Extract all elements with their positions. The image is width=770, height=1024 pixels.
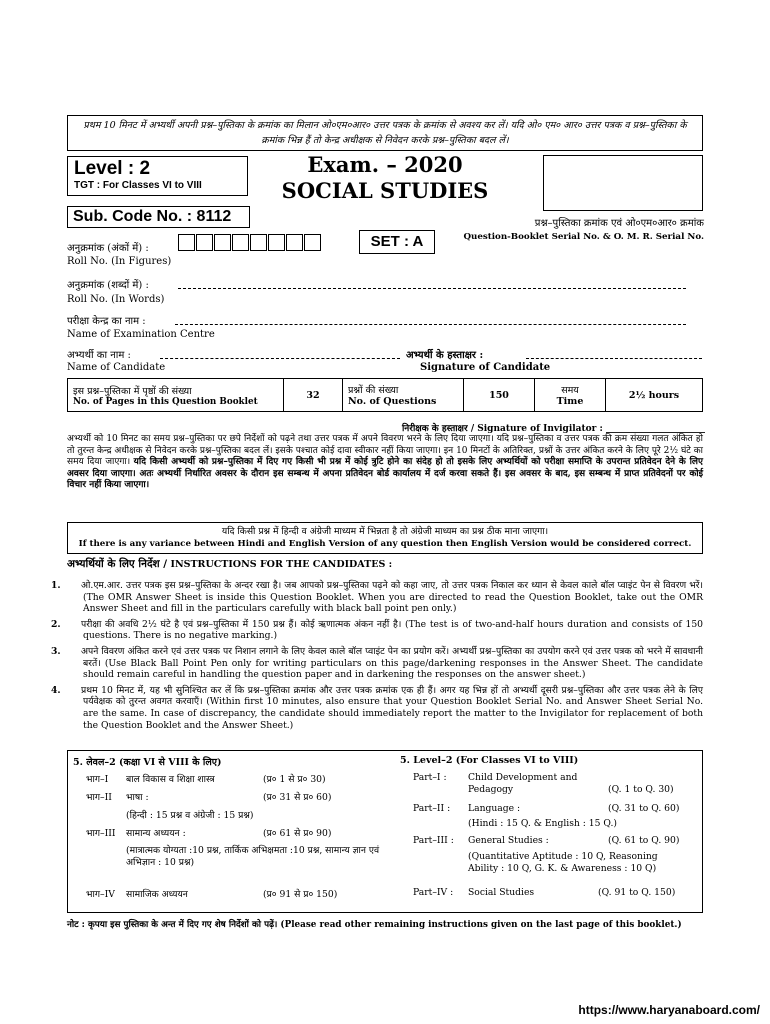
hi-name-6: सामाजिक अध्ययन [126,889,188,900]
en-name-3: (Hindi : 15 Q. & English : 15 Q.) [468,818,617,829]
roll-figures-label-en: Roll No. (In Figures) [67,256,172,267]
time-label-hi: समय [561,385,579,396]
paragraph-bold-text: यदि किसी अभ्यर्थी को प्रश्न–पुस्तिका में दिए गए किसी भी प्रश्न में कोई त्रुटि होने का संदेह हो तो इसके लिए अभ्यर्थियों को परीक्षा समाप्ति के उपरान्त प्रतिवेदन देने के लिए अवसर दिया जाएगा। अतः अभ्यर्थी निर्धारित अवसर के दौरान इस सम्बन्ध में अपना प्रतिवेदन बोर्ड कार्यालय में दर्ज करवा सकते हैं। इस अवसर के बाद, इस सम्बन्ध में प्राप्त प्रतिवेदनों पर कोई विचार नहीं किया जाएगा। [67,457,703,491]
roll-words-label-hi: अनुक्रमांक (शब्दों में) : [67,280,149,291]
roll-words-label-en: Roll No. (In Words) [67,294,165,305]
pages-label-hi: इस प्रश्न–पुस्तिका में पृष्ठों की संख्या [73,385,192,397]
hi-name-1: बाल विकास व शिक्षा शास्त्र [126,774,215,785]
level-title: Level : 2 [74,158,151,179]
signature-label-hi: अभ्यर्थी के हस्ताक्षर : [406,350,484,361]
time-label-en: Time [556,396,584,407]
hi-part-4: भाग–III [86,828,116,839]
roll-digit-box[interactable] [286,234,303,251]
hi-range-6: (प्र० 91 से प्र० 150) [263,889,338,900]
top-notice-box [67,115,703,151]
variance-en: If there is any variance between Hindi and English Version of any question then English Version would be considered correct. [78,539,692,549]
hi-range-1: (प्र० 1 से प्र० 30) [263,774,326,785]
instructions-list [51,580,704,731]
en-part-1: Part–I : [413,772,447,783]
candidate-name-label-hi: अभ्यर्थी का नाम : [67,350,131,361]
hi-part-2: भाग–II [86,792,112,803]
hi-name-3: (हिन्दी : 15 प्रश्न व अंग्रेजी : 15 प्रश्न) [126,810,254,821]
booklet-info-table [67,378,703,412]
roll-words-line[interactable] [178,288,686,289]
top-notice: प्रथम 10 मिनट में अभ्यर्थी अपनी प्रश्न–पुस्तिका के क्रमांक का मिलान ओ०एम०आर० उत्तर पत्रक के क्रमांक से अवश्य कर लें। यदि ओ० एम० आर० उत्तर पत्रक व प्रश्न–पुस्तिका के क्रमांक भिन्न हैं तो केन्द्र अधीक्षक से निवेदन करके प्रश्न–पुस्तिका बदल लें। [83,120,687,146]
instruction-en: (Use Black Ball Point Pen only for writing particulars on this page/darkening responses in the Answer Sheet. The candidate should remain careful in handling the question paper and in darkening the responses on the answer sheet.) [83,657,703,681]
time-value: 2½ hours [606,379,703,412]
instruction-hi: ओ.एम.आर. उत्तर पत्रक इस प्रश्न–पुस्तिका के अन्दर रखा है। जब आपको प्रश्न–पुस्तिका पढ़ने को कहा जाए, तो उत्तर पत्रक निकाल कर ध्यान से केवल काले बॉल प्वाइंट पेन से विवरण भरें। [81,580,703,591]
signature-label-en: Signature of Candidate [420,362,551,373]
instruction-hi: परीक्षा की अवधि 2½ घंटे है एवं प्रश्न–पुस्तिका में 150 प्रश्न हैं। कोई ऋणात्मक अंकन नहीं है। [81,618,402,630]
centre-label-hi: परीक्षा केन्द्र का नाम : [67,316,146,327]
questions-value: 150 [464,379,535,412]
variance-box [67,522,703,554]
instruction-hi: अपने विवरण अंकित करने एवं उत्तर पत्रक पर निशान लगाने के लिए केवल काले बॉल प्वाइंट पेन का प्रयोग करें। अभ्यर्थी प्रश्न–पुस्तिका का उपयोग करने एवं उत्तर पत्रक को भरने में सावधानी बरतें। [81,645,703,669]
questions-label-hi: प्रश्नों की संख्या [348,385,399,396]
en-part-4: Part–III : [413,835,454,846]
instruction-number: 2. [51,618,61,630]
questions-label-en: No. of Questions [348,396,437,407]
en-name-6: Social Studies [468,887,535,898]
instruction-item [51,645,703,681]
en-name-2: Language : [468,803,521,814]
footnote: नोट : कृपया इस पुस्तिका के अन्त में दिए गए शेष निर्देशों को पढ़ें। (Please read other remaining instructions given on the last page of this booklet.) [67,920,682,930]
en-part-6: Part–IV : [413,887,454,898]
serial-number-box[interactable] [543,155,703,211]
roll-figures-label-hi: अनुक्रमांक (अंकों में) : [67,243,149,254]
hi-part-6: भाग–IV [86,889,115,900]
en-range-1: (Q. 1 to Q. 30) [608,784,674,795]
pages-label-cell [68,379,284,412]
paragraph-text: अभ्यर्थी को 10 मिनट का समय प्रश्न–पुस्तिका पर छपे निर्देशों को पढ़ने तथा उत्तर पत्रक में अपने विवरण भरने के लिए दिया जाएगा। यदि प्रश्न–पुस्तिका व उत्तर पत्रक की क्रम संख्या गलत अंकित हो तो तुरन्त केन्द्र अधीक्षक से निवेदन करके प्रश्न–पुस्तिका बदल लें। इसके पश्चात कोई दावा स्वीकार नहीं किया जाएगा। इन 10 मिनटों के अतिरिक्त, प्रश्नों के उत्तर अंकित करने के लिए पूरे 2½ घंटे का समय दिया जाएगा। [67,434,703,468]
en-name-5: (Quantitative Aptitude : 10 Q, Reasoning Ability : 10 Q, G. K. & Awareness : 10 Q) [468,851,658,874]
hi-name-2: भाषा : [126,792,149,803]
instruction-item [51,580,703,615]
pages-label-en: No. of Pages in this Question Booklet [73,396,258,407]
hi-name-5: (मात्रात्मक योग्यता :10 प्रश्न, तार्किक अभिक्षमता :10 प्रश्न, सामान्य ज्ञान एवं अभिज्ञान : 10 प्रश्न) [126,845,380,868]
signature-line[interactable] [526,358,702,359]
instruction-paragraph [67,434,703,492]
instruction-en: (Within first 10 minutes, also ensure that your Question Booklet Serial No. and Answer Sheet Serial No. are the same. In case of discrepancy, the candidate should immediately report the matter to the Invigilator for replacement of both the Question Booklet and the Answer Sheet.) [83,696,704,731]
instruction-item [51,618,704,642]
instruction-number: 3. [51,645,61,657]
serial-label-hi: प्रश्न–पुस्तिका क्रमांक एवं ओ०एम०आर० क्रमांक [534,218,704,229]
hi-range-2: (प्र० 31 से प्र० 60) [263,792,332,803]
candidate-name-label-en: Name of Candidate [67,362,166,373]
centre-line[interactable] [175,324,686,325]
roll-digit-box[interactable] [250,234,267,251]
centre-label-en: Name of Examination Centre [67,329,215,340]
candidate-name-line[interactable] [160,358,400,359]
subject-title: SOCIAL STUDIES [281,178,489,203]
instruction-en: (The OMR Answer Sheet is inside this Question Booklet. When you are directed to read the Question Booklet, take out the OMR Answer Sheet and fill in the particulars carefully with black ball point pen only.) [83,591,703,615]
exam-title: Exam. – 2020 [307,152,463,177]
variance-hi: यदि किसी प्रश्न में हिन्दी व अंग्रेजी माध्यम में भिन्नता है तो अंग्रेजी माध्यम का प्रश्न ठीक माना जाएगा। [221,526,549,537]
en-range-4: (Q. 61 to Q. 90) [608,835,680,846]
level-structure-box [67,750,703,913]
hi-range-4: (प्र० 61 से प्र० 90) [263,828,332,839]
invigilator-signature: निरीक्षक के हस्ताक्षर / Signature of Invigilator : ______________________ [401,424,705,434]
en-range-2: (Q. 31 to Q. 60) [608,803,680,814]
en-range-6: (Q. 91 to Q. 150) [598,887,676,898]
instructions-heading-en: INSTRUCTIONS FOR THE CANDIDATES : [170,559,393,570]
instructions-heading [67,557,392,571]
roll-digit-box[interactable] [196,234,213,251]
website-link[interactable]: https://www.haryanaboard.com/ [578,1003,760,1017]
roll-digit-box[interactable] [268,234,285,251]
instruction-number: 1. [51,580,61,591]
instruction-hi: प्रथम 10 मिनट में, यह भी सुनिश्चित कर लें कि प्रश्न–पुस्तिका क्रमांक और उत्तर पत्रक क्रमांक एक ही हैं। अगर यह भिन्न हों तो अभ्यर्थी दूसरी प्रश्न–पुस्तिका और उत्तर पत्रक लेने के लिए पर्यवेक्षक को तुरन्त अवगत करवाएँ। [81,684,703,708]
serial-label-en: Question-Booklet Serial No. & O. M. R. Serial No. [463,232,704,242]
set-label: SET : A [359,230,435,254]
roll-digit-box[interactable] [178,234,195,251]
hi-part-1: भाग–I [86,774,109,785]
en-part-2: Part–II : [413,803,451,814]
instruction-number: 4. [51,684,61,696]
en-name-1: Child Development and Pedagogy [468,772,578,795]
hi-name-4: सामान्य अध्ययन : [126,828,186,839]
roll-digit-box[interactable] [304,234,321,251]
pages-value: 32 [284,379,343,412]
instructions-heading-hi: अभ्यर्थियों के लिए निर्देश / [67,558,168,570]
instruction-item [51,684,704,731]
instruction-en: (The test is of two-and-half hours duration and consists of 150 questions. There is no negative marking.) [83,618,704,642]
level-subtitle: TGT : For Classes VI to VIII [74,180,202,191]
level-title-hi: 5. लेवल–2 (कक्षा VI से VIII के लिए) [73,757,222,768]
roll-digit-box[interactable] [214,234,231,251]
sub-code: Sub. Code No. : 8112 [67,206,250,228]
level-box [67,156,248,196]
questions-label-cell [343,379,464,412]
roll-number-boxes[interactable] [178,234,322,251]
en-name-4: General Studies : [468,835,549,846]
level-title-en: 5. Level–2 (For Classes VI to VIII) [400,755,579,766]
time-label-cell [535,379,606,412]
roll-digit-box[interactable] [232,234,249,251]
